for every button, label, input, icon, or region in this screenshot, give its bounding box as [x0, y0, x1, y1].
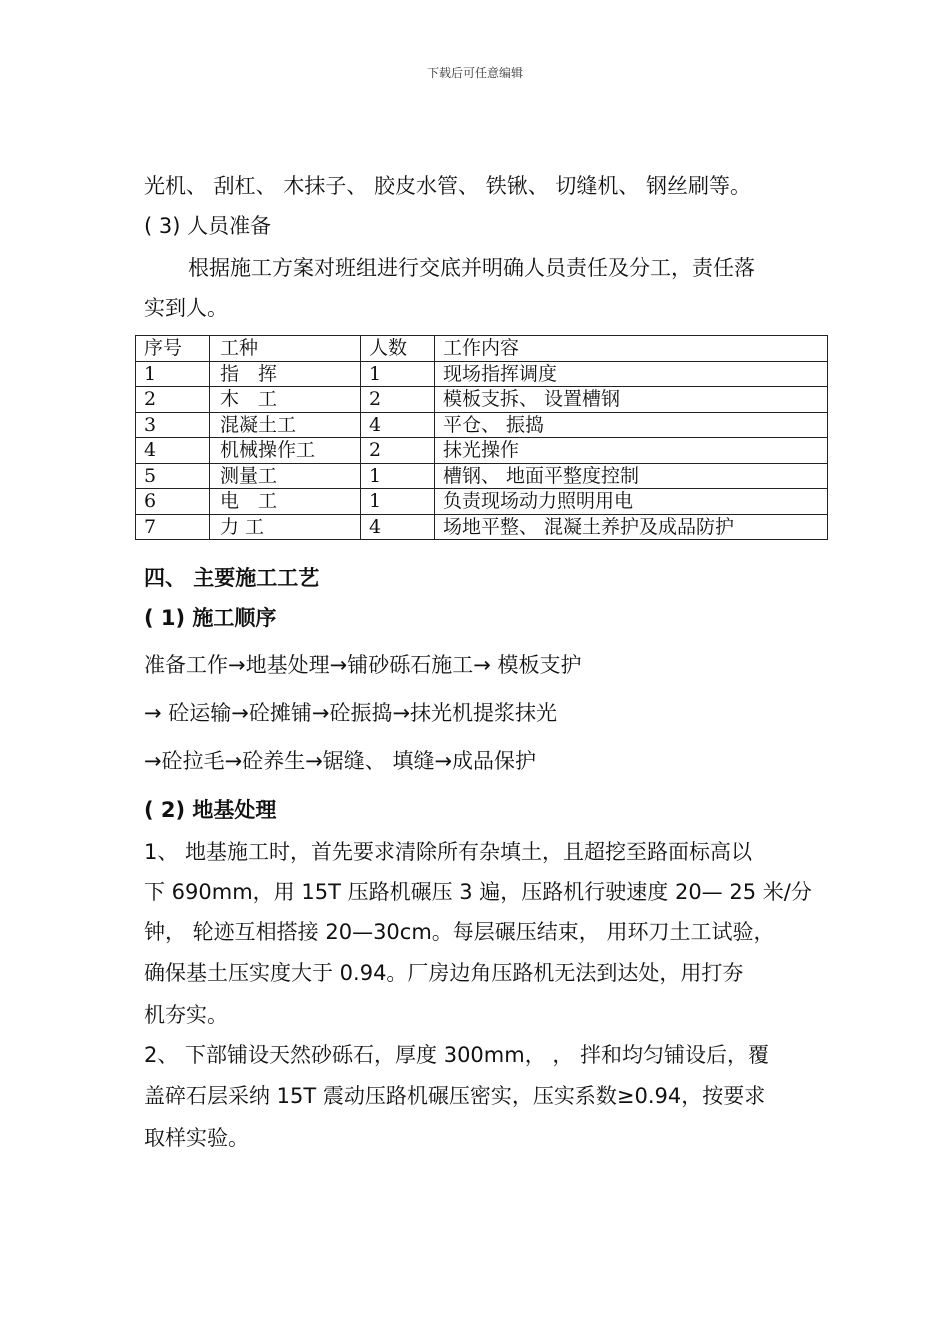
header-cell-count: 人数	[361, 336, 435, 362]
table-header-row	[136, 336, 828, 362]
cell-trade: 测量工	[210, 463, 361, 489]
personnel-heading: ( 3) 人员准备	[144, 214, 272, 238]
cell-duty: 负责现场动力照明用电	[435, 489, 828, 515]
cell-count: 2	[361, 387, 435, 413]
item1-line-4: 确保基土压实度大于 0.94。厂房边角压路机无法到达处，用打夯	[144, 961, 744, 985]
cell-trade: 电 工	[210, 489, 361, 515]
cell-index: 7	[136, 514, 210, 540]
item1-line-1: 1、 地基施工时，首先要求清除所有杂填土，且超挖至路面标高以	[144, 840, 753, 864]
header-cell-index: 序号	[136, 336, 210, 362]
item2-line-3: 取样实验。	[144, 1126, 249, 1150]
cell-count: 1	[361, 489, 435, 515]
cell-index: 2	[136, 387, 210, 413]
cell-count: 4	[361, 412, 435, 438]
staff-table	[135, 335, 828, 540]
cell-trade: 混凝土工	[210, 412, 361, 438]
cell-duty: 模板支拆、 设置槽钢	[435, 387, 828, 413]
table-row	[136, 463, 828, 489]
cell-count: 2	[361, 438, 435, 464]
cell-duty: 槽钢、 地面平整度控制	[435, 463, 828, 489]
cell-trade: 机械操作工	[210, 438, 361, 464]
sequence-line-1: 准备工作→地基处理→铺砂砾石施工→ 模板支护	[144, 653, 582, 677]
sequence-line-2: → 砼运输→砼摊铺→砼振捣→抹光机提浆抹光	[144, 701, 558, 725]
personnel-paragraph-line-2: 实到人。	[144, 296, 228, 320]
item2-line-2: 盖碎石层采纳 15T 震动压路机碾压密实，压实系数≥0.94，按要求	[144, 1084, 766, 1108]
table-row	[136, 489, 828, 515]
item1-line-3: 钟， 轮迹互相搭接 20—30cm。每层碾压结束， 用环刀土工试验，	[144, 920, 775, 944]
cell-count: 1	[361, 361, 435, 387]
cell-count: 1	[361, 463, 435, 489]
item1-line-2: 下 690mm，用 15T 压路机碾压 3 遍，压路机行驶速度 20— 25 米/分	[144, 880, 812, 904]
cell-duty: 平仓、 振捣	[435, 412, 828, 438]
cell-index: 4	[136, 438, 210, 464]
cell-index: 5	[136, 463, 210, 489]
sequence-line-3: →砼拉毛→砼养生→锯缝、 填缝→成品保护	[144, 749, 537, 773]
cell-count: 4	[361, 514, 435, 540]
item2-line-1: 2、 下部铺设天然砂砾石，厚度 300mm， ， 拌和均匀铺设后，覆	[144, 1043, 770, 1067]
header-cell-duty: 工作内容	[435, 336, 828, 362]
cell-trade: 木 工	[210, 387, 361, 413]
table-row	[136, 412, 828, 438]
tools-list-tail: 光机、 刮杠、 木抹子、 胶皮水管、 铁锹、 切缝机、 钢丝刷等。	[144, 174, 752, 198]
subsection-title-foundation: ( 2) 地基处理	[144, 798, 277, 822]
cell-duty: 场地平整、 混凝土养护及成品防护	[435, 514, 828, 540]
cell-duty: 现场指挥调度	[435, 361, 828, 387]
table-row	[136, 514, 828, 540]
table-row	[136, 387, 828, 413]
cell-index: 1	[136, 361, 210, 387]
section-title: 四、 主要施工工艺	[144, 566, 320, 590]
header-cell-trade: 工种	[210, 336, 361, 362]
cell-duty: 抹光操作	[435, 438, 828, 464]
item1-line-5: 机夯实。	[144, 1003, 228, 1027]
page-header: 下载后可任意编辑	[426, 66, 523, 80]
table-row	[136, 438, 828, 464]
cell-trade: 指 挥	[210, 361, 361, 387]
cell-index: 6	[136, 489, 210, 515]
cell-trade: 力 工	[210, 514, 361, 540]
subsection-title-sequence: ( 1) 施工顺序	[144, 606, 277, 630]
personnel-paragraph-line-1: 根据施工方案对班组进行交底并明确人员责任及分工，责任落	[188, 256, 755, 280]
cell-index: 3	[136, 412, 210, 438]
table-row	[136, 361, 828, 387]
